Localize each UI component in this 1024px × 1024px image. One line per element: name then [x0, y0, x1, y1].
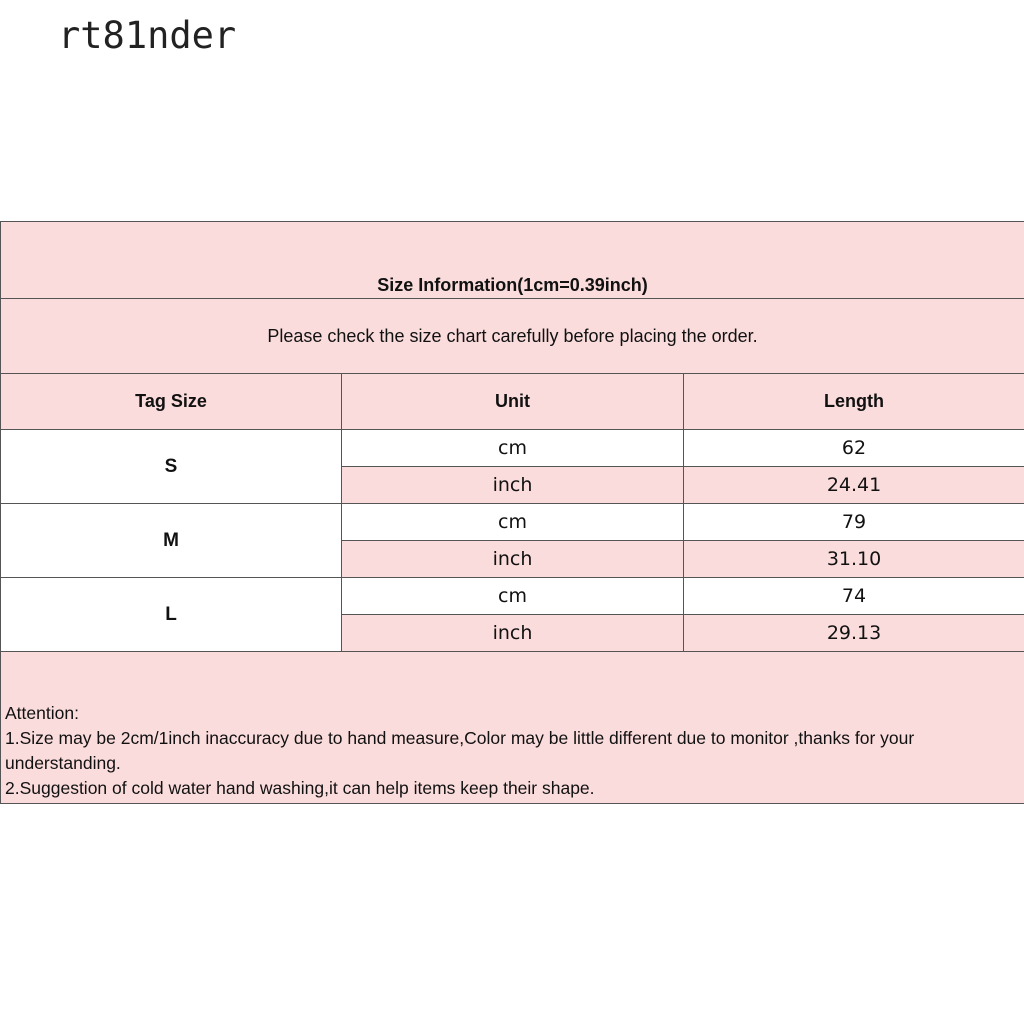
table-notice-row: [1, 299, 1024, 374]
header-tag-size: Tag Size: [1, 374, 342, 430]
attention-note-1: 1.Size may be 2cm/1inch inaccuracy due to hand measure,Color may be little different due to monitor ,thanks for your understanding.: [5, 728, 915, 773]
tag-size-cell: L: [1, 578, 342, 652]
unit-cell: cm: [342, 430, 684, 467]
unit-cell: inch: [342, 615, 684, 652]
unit-cell: inch: [342, 541, 684, 578]
header-length: Length: [684, 374, 1024, 430]
length-cell: 29.13: [684, 615, 1024, 652]
header-unit: Unit: [342, 374, 684, 430]
table-title: Size Information(1cm=0.39inch): [1, 222, 1024, 299]
table-title-row: [1, 222, 1024, 299]
table-row: [1, 578, 1024, 615]
table-header-row: [1, 374, 1024, 430]
brand-watermark: rt81nder: [58, 14, 237, 57]
table-row: [1, 504, 1024, 541]
attention-note-2: 2.Suggestion of cold water hand washing,it can help items keep their shape.: [5, 778, 595, 798]
unit-cell: inch: [342, 467, 684, 504]
attention-heading: Attention:: [5, 703, 79, 723]
length-cell: 79: [684, 504, 1024, 541]
attention-notes: [1, 652, 1024, 804]
length-cell: 74: [684, 578, 1024, 615]
table-row: [1, 430, 1024, 467]
length-cell: 24.41: [684, 467, 1024, 504]
size-chart-table: [0, 221, 1024, 804]
length-cell: 62: [684, 430, 1024, 467]
tag-size-cell: M: [1, 504, 342, 578]
attention-row: [1, 652, 1024, 804]
length-cell: 31.10: [684, 541, 1024, 578]
tag-size-cell: S: [1, 430, 342, 504]
unit-cell: cm: [342, 504, 684, 541]
table-notice: Please check the size chart carefully before placing the order.: [1, 299, 1024, 374]
unit-cell: cm: [342, 578, 684, 615]
